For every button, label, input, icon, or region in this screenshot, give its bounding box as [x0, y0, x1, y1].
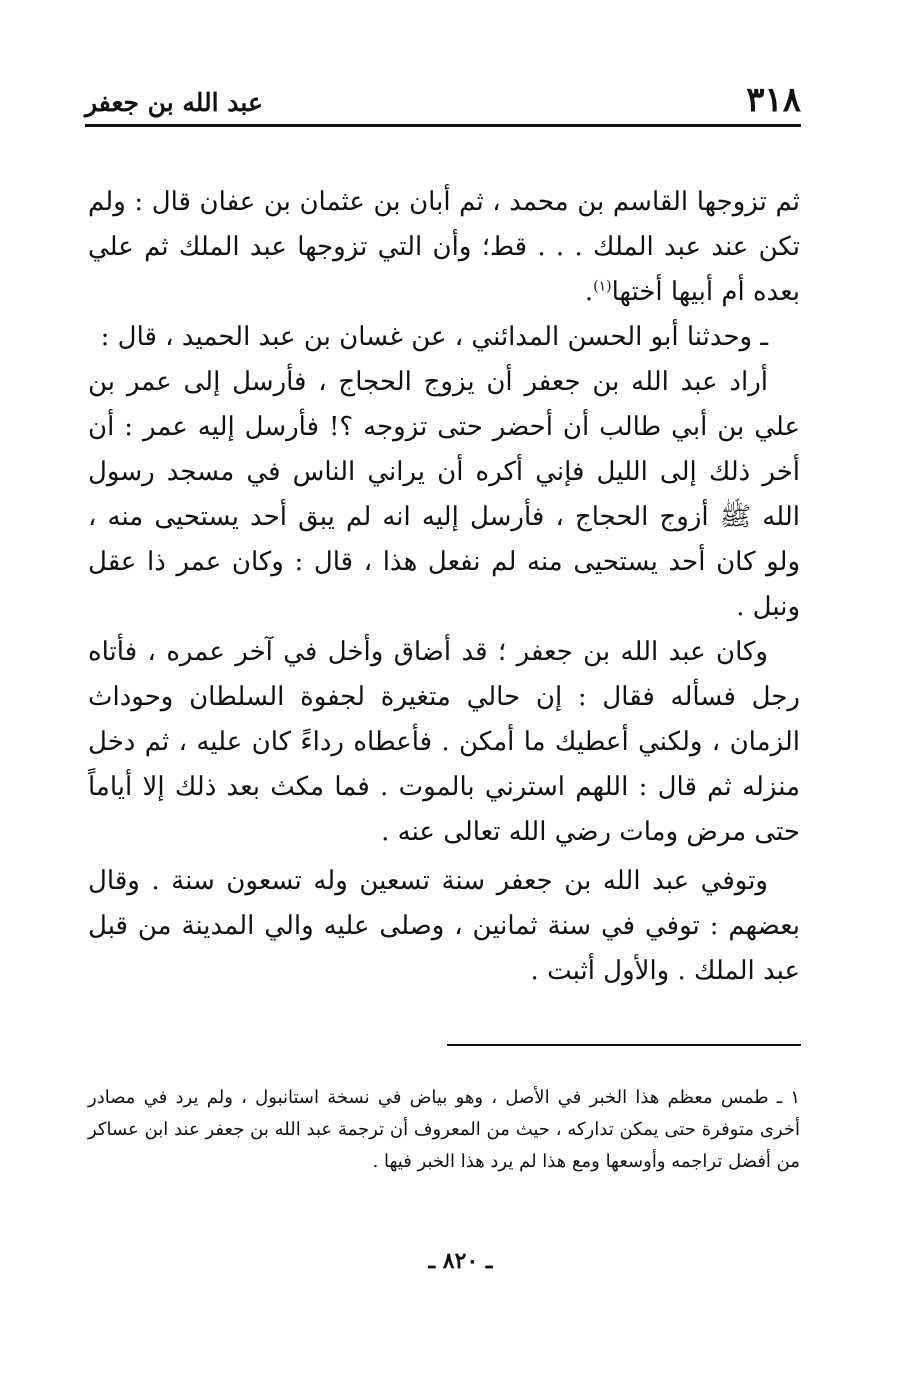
paragraph-3: أراد عبد الله بن جعفر أن يزوج الحجاج ، فأرسل إلى عمر بن علي بن أبي طالب أن أحضر حتى تزوجه ؟! فأرسل إليه عمر : أن أخر ذلك إلى الليل فإني أكره أن يراني الناس في مسجد رسول الله ﷺ أزوج الحجاج ، فأرسل إليه انه لم يبق أحد يستحيى منه ، ولو كان أحد يستحيى منه لم نفعل هذا ، قال : وكان عمر ذا عقل ونبل .	[88, 367, 800, 622]
paragraph-5: وتوفي عبد الله بن جعفر سنة تسعين وله تسعون سنة . وقال بعضهم : توفي في سنة ثمانين ، وصلى عليه والي المدينة من قبل عبد الملك . والأول أثبت .	[88, 866, 800, 986]
footnote	[88, 1082, 800, 1178]
main-text	[88, 180, 800, 994]
paragraph-1-end: .	[584, 277, 594, 307]
running-head: عبد الله بن جعفر	[85, 88, 263, 117]
paragraph-2: ـ وحدثنا أبو الحسن المدائني ، عن غسان بن عبد الحميد ، قال :	[100, 322, 768, 352]
footnote-reference: (١)	[593, 278, 612, 295]
paragraph-1-text: ثم تزوجها القاسم بن محمد ، ثم أبان بن عثمان بن عفان قال : ولم تكن عند عبد الملك . . . قط؛ وأن التي تزوجها عبد الملك ثم علي بعده أم أبيها أختها	[88, 187, 800, 307]
footnote-number: ١ ـ	[776, 1087, 800, 1108]
paragraph-1	[88, 180, 800, 315]
footnote-rule	[447, 1044, 801, 1046]
folio-number: ـ ٨٢٠ ـ	[428, 1248, 493, 1274]
page-header	[85, 78, 801, 124]
footnote-text: طمس معظم هذا الخبر في الأصل ، وهو بياض في نسخة استانبول ، ولم يرد في مصادر أخرى متوفرة حتى يمكن تداركه ، حيث من المعروف أن ترجمة عبد الله بن جعفر عند ابن عساكر من أفضل تراجمه وأوسعها ومع هذا لم يرد هذا الخبر فيها .	[88, 1087, 800, 1172]
header-rule	[85, 124, 801, 127]
paragraph-4: وكان عبد الله بن جعفر ؛ قد أضاق وأخل في آخر عمره ، فأتاه رجل فسأله فقال : إن حالي متغيرة لجفوة السلطان وحوداث الزمان ، ولكني أعطيك ما أمكن . فأعطاه رداءً كان عليه ، ثم دخل منزله ثم قال : اللهم استرني بالموت . فما مكث بعد ذلك إلا أياماً حتى مرض ومات رضي الله تعالى عنه .	[88, 637, 800, 847]
page-number: ٣١٨	[746, 80, 801, 120]
